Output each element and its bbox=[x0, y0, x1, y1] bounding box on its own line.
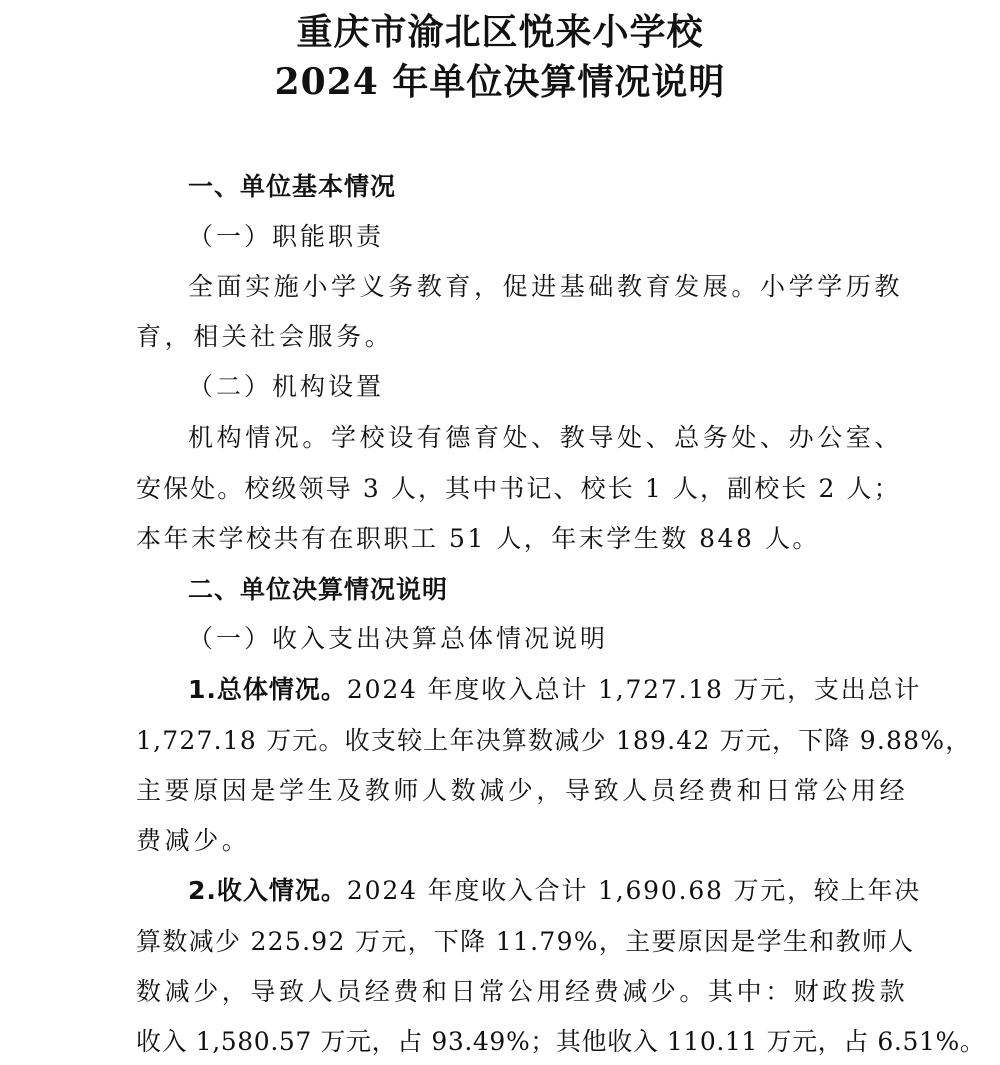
paragraph-line: 本年末学校共有在职职工 51 人，年末学生数 848 人。 bbox=[136, 524, 820, 553]
paragraph-label-overall: 1.总体情况。 bbox=[188, 675, 347, 704]
paragraph-text: 2024 年度收入合计 1,690.68 万元，较上年决 bbox=[346, 876, 922, 905]
paragraph-line: 费减少。 bbox=[136, 826, 251, 855]
paragraph-line: 算数减少 225.92 万元，下降 11.79%，主要原因是学生和教师人 bbox=[136, 927, 915, 956]
subsection-heading-income-expense: （一）收入支出决算总体情况说明 bbox=[188, 624, 609, 653]
document-title-line1: 重庆市渝北区悦来小学校 bbox=[296, 11, 704, 53]
section-heading-final-accounts: 二、单位决算情况说明 bbox=[188, 575, 449, 604]
paragraph-first-line bbox=[188, 876, 921, 906]
paragraph-line: 主要原因是学生及教师人数减少，导致人员经费和日常公用经 bbox=[136, 776, 909, 805]
paragraph-label-income: 2.收入情况。 bbox=[188, 876, 347, 905]
paragraph-text: 2024 年度收入总计 1,727.18 万元，支出总计 bbox=[346, 675, 922, 704]
paragraph-line: 全面实施小学义务教育，促进基础教育发展。小学学历教 bbox=[188, 272, 904, 301]
paragraph-line: 收入 1,580.57 万元，占 93.49%；其他收入 110.11 万元，占 6.51%。 bbox=[136, 1027, 986, 1056]
subsection-heading-organization: （二）机构设置 bbox=[188, 372, 385, 401]
paragraph-line: 安保处。校级领导 3 人，其中书记、校长 1 人，副校长 2 人； bbox=[136, 474, 901, 503]
paragraph-line: 机构情况。学校设有德育处、教导处、总务处、办公室、 bbox=[188, 423, 904, 452]
subsection-heading-functions: （一）职能职责 bbox=[188, 222, 385, 251]
section-heading-basic-info: 一、单位基本情况 bbox=[188, 172, 397, 201]
paragraph-line: 1,727.18 万元。收支较上年决算数减少 189.42 万元，下降 9.88%， bbox=[136, 726, 972, 755]
paragraph-line: 数减少，导致人员经费和日常公用经费减少。其中：财政拨款 bbox=[136, 977, 909, 1006]
paragraph-line: 育，相关社会服务。 bbox=[136, 322, 394, 351]
paragraph-first-line bbox=[188, 675, 921, 705]
document-title-line2: 2024 年单位决算情况说明 bbox=[274, 61, 726, 103]
